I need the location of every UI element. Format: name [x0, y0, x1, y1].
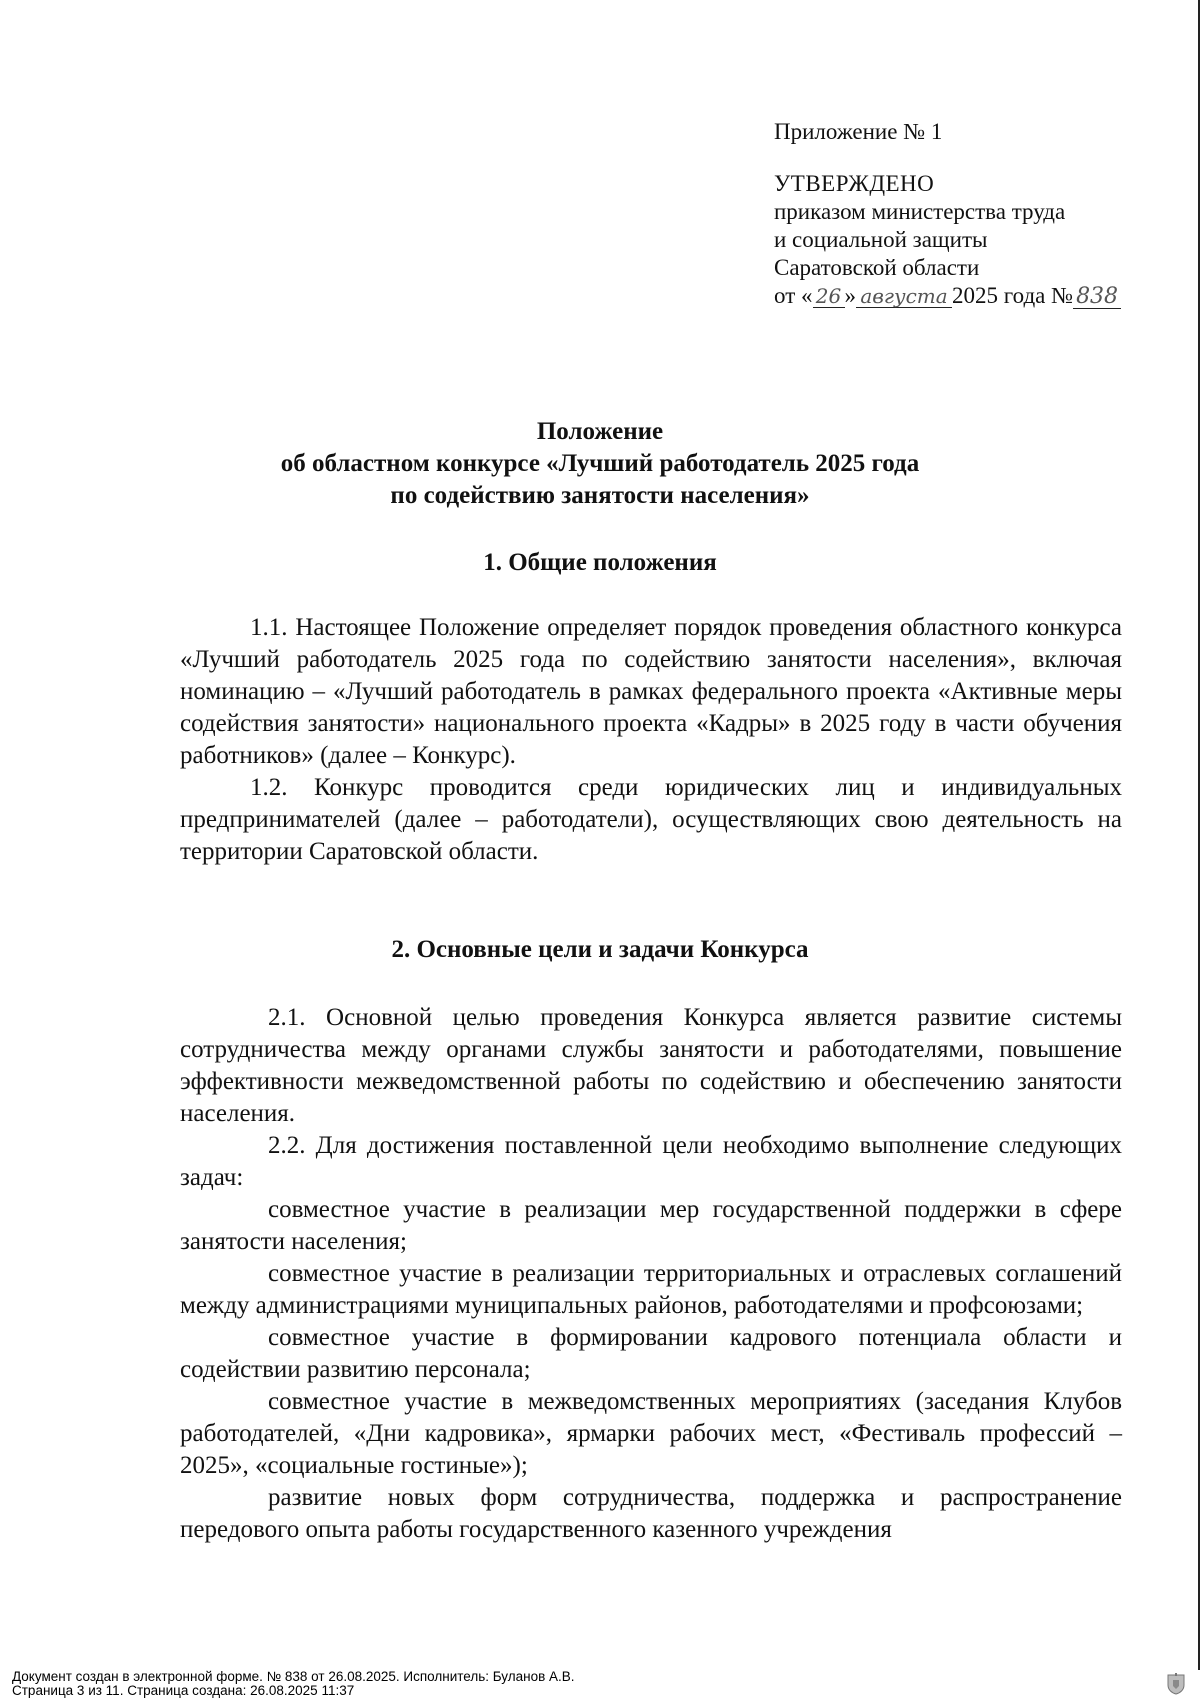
- document-footer: [0, 1670, 1200, 1698]
- paragraph-2-1: 2.1. Основной целью проведения Конкурса является развитие системы сотрудничества между органами службы занятости и работодателями, повышение эффективности межведомственной работы по содействию и обеспечению занятости населения.: [180, 1004, 1122, 1127]
- footer-line-page: Страница 3 из 11. Страница создана: 26.08.2025 11:37: [12, 1683, 355, 1698]
- approved-label: УТВЕРЖДЕНО: [774, 171, 935, 196]
- paragraph-1-2: 1.2. Конкурс проводится среди юридических лиц и индивидуальных предпринимателей (далее – работодатели), осуществляющих свою деятельность на территории Саратовской области.: [180, 774, 1122, 865]
- task-item: развитие новых форм сотрудничества, поддержка и распространение передового опыта работы государственного казенного учреждения: [180, 1484, 1122, 1543]
- approval-line: и социальной защиты: [774, 227, 988, 252]
- date-mid: »: [844, 283, 856, 308]
- paragraph-1-1: 1.1. Настоящее Положение определяет порядок проведения областного конкурса «Лучший работодатель 2025 года по содействию занятости населения», включая номинацию – «Лучший работодатель в рамках федерального проекта «Активные меры содействия занятости» национального проекта «Кадры» в 2025 году в части обучения работников» (далее – Конкурс).: [180, 614, 1122, 769]
- date-prefix: от «: [774, 283, 813, 308]
- section-2-body: [180, 1002, 1122, 1546]
- task-item: совместное участие в межведомственных мероприятиях (заседания Клубов работодателей, «Дни кадровика», ярмарки рабочих мест, «Фестиваль профессий – 2025», «социальные гостиные»);: [180, 1388, 1122, 1479]
- footer-line-document: Документ создан в электронной форме. № 838 от 26.08.2025. Исполнитель: Буланов А.В.: [12, 1669, 575, 1684]
- date-year: 2025 года №: [952, 283, 1074, 308]
- section-1-heading: 1. Общие положения: [483, 549, 717, 576]
- approval-date-line: [774, 282, 1121, 310]
- task-item: совместное участие в реализации мер государственной поддержки в сфере занятости населения;: [180, 1196, 1122, 1255]
- task-item: совместное участие в формировании кадрового потенциала области и содействии развитию персонала;: [180, 1324, 1122, 1383]
- approval-block: [774, 118, 1121, 310]
- paragraph-2-2: 2.2. Для достижения поставленной цели необходимо выполнение следующих задач:: [180, 1132, 1122, 1191]
- handwritten-day: 26: [813, 285, 845, 308]
- title-line: по содействию занятости населения»: [390, 482, 810, 509]
- handwritten-month: августа: [856, 285, 952, 308]
- task-item: совместное участие в реализации территориальных и отраслевых соглашений между администрациями муниципальных районов, работодателями и профсоюзами;: [180, 1260, 1122, 1319]
- appendix-number: Приложение № 1: [774, 119, 943, 144]
- approval-line: приказом министерства труда: [774, 199, 1066, 224]
- handwritten-order-number: 838: [1073, 286, 1121, 309]
- section-1-body: [180, 612, 1122, 868]
- document-title: [0, 416, 1200, 512]
- approval-line: Саратовской области: [774, 255, 980, 280]
- section-2-heading: 2. Основные цели и задачи Конкурса: [391, 936, 809, 963]
- title-line: Положение: [536, 418, 664, 445]
- coat-of-arms-icon: [1164, 1672, 1188, 1696]
- title-line: об областном конкурсе «Лучший работодатель 2025 года: [280, 450, 920, 477]
